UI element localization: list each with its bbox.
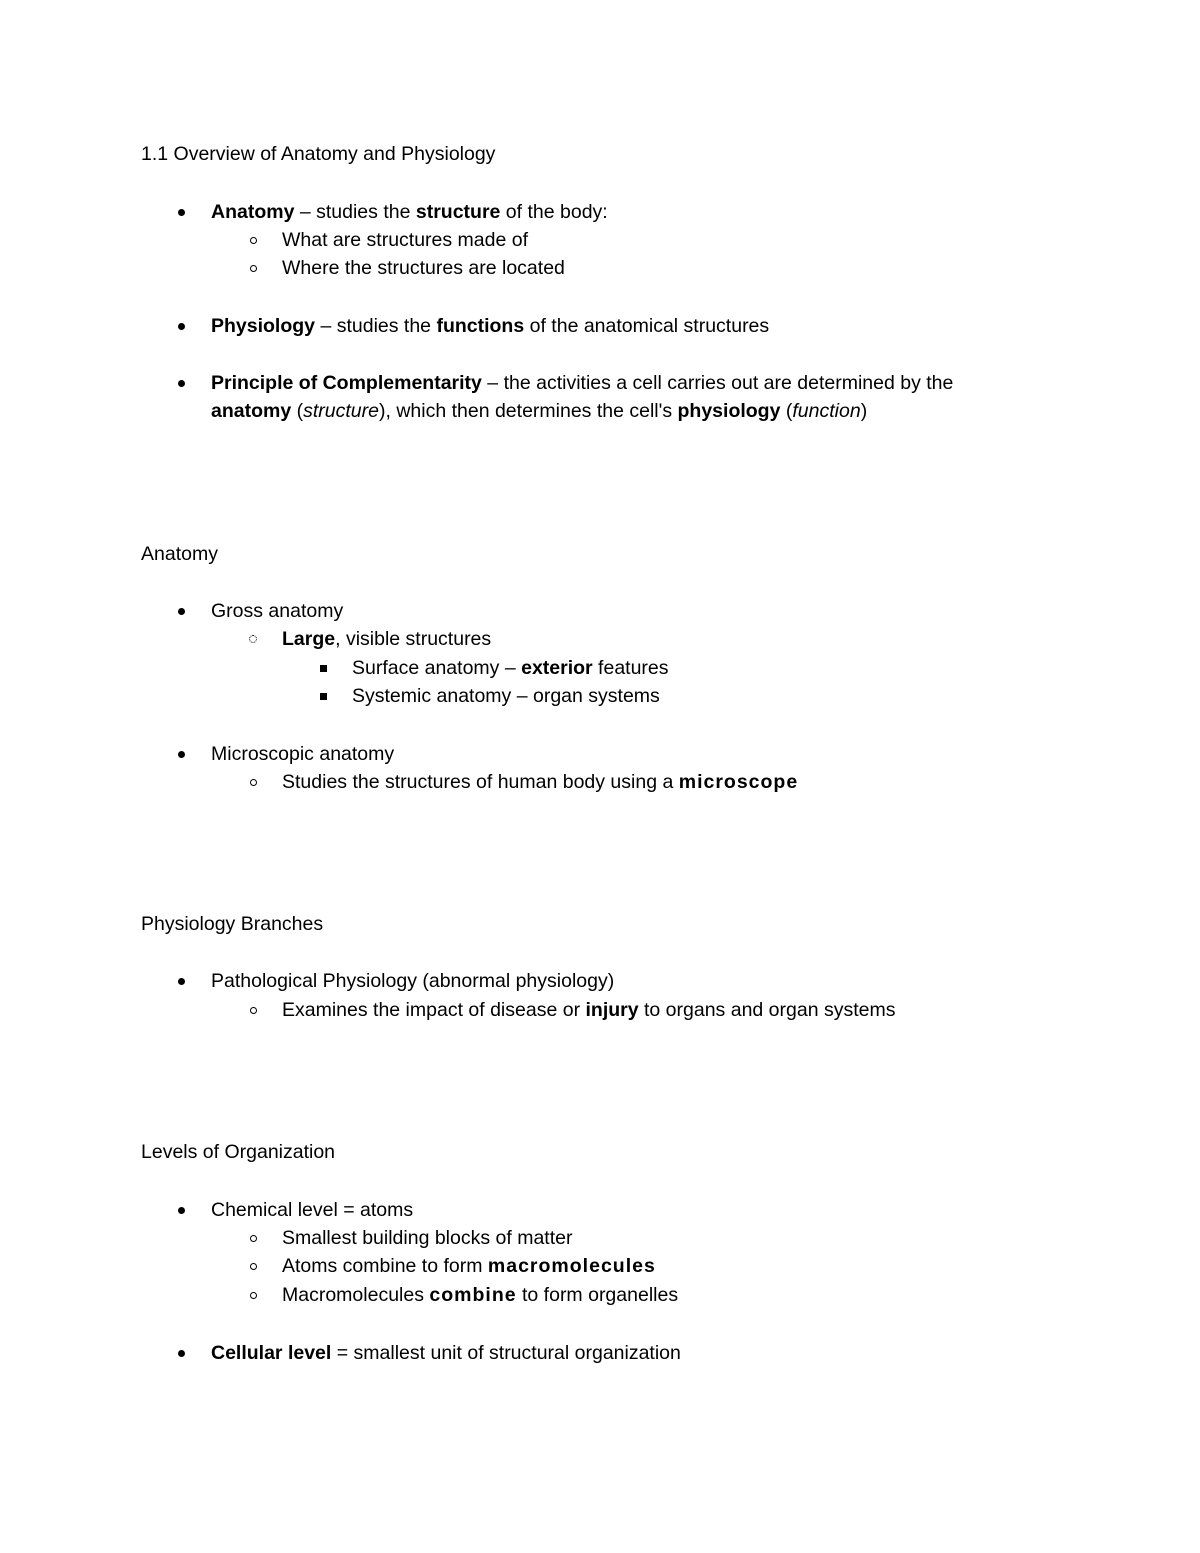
bullet-dot-icon: [178, 312, 185, 340]
list-item: Smallest building blocks of matter: [282, 1227, 573, 1249]
bullet-dot-icon: [178, 198, 185, 226]
section-heading-overview: 1.1 Overview of Anatomy and Physiology: [141, 143, 496, 165]
list-item: Examines the impact of disease or injury to organs and organ systems: [282, 999, 896, 1021]
bullet-dot-icon: [178, 740, 185, 768]
list-item: Studies the structures of human body using a microscope: [282, 771, 799, 793]
section-heading-levels: Levels of Organization: [141, 1141, 336, 1163]
physiology-definition: Physiology – studies the functions of the anatomical structures: [211, 315, 770, 337]
list-item: Microscopic anatomy: [211, 743, 395, 765]
list-item: Surface anatomy – exterior features: [352, 657, 669, 679]
list-item: What are structures made of: [282, 229, 529, 251]
section-heading-anatomy: Anatomy: [141, 543, 218, 565]
bullet-dot-icon: [178, 1339, 185, 1367]
bullet-square-icon: [320, 654, 327, 682]
list-item: Atoms combine to form macromolecules: [282, 1255, 656, 1277]
bullet-dot-icon: [178, 967, 185, 995]
bullet-circle-icon: [250, 1224, 257, 1252]
bullet-circle-icon: [249, 625, 257, 653]
list-item: Large, visible structures: [282, 628, 492, 650]
principle-definition-line1: Principle of Complementarity – the activities a cell carries out are determined by the: [211, 372, 954, 394]
bullet-dot-icon: [178, 597, 185, 625]
principle-definition-line2: anatomy (structure), which then determines the cell's physiology (function): [211, 400, 868, 422]
anatomy-definition: Anatomy – studies the structure of the body:: [211, 201, 608, 223]
list-item: Systemic anatomy – organ systems: [352, 685, 660, 707]
list-item: Gross anatomy: [211, 600, 344, 622]
bullet-circle-icon: [250, 768, 257, 796]
list-item: Macromolecules combine to form organelles: [282, 1284, 679, 1306]
bullet-circle-icon: [250, 996, 257, 1024]
bullet-square-icon: [320, 682, 327, 710]
list-item: Where the structures are located: [282, 257, 565, 279]
bullet-dot-icon: [178, 1196, 185, 1224]
section-heading-physiology-branches: Physiology Branches: [141, 913, 324, 935]
bullet-circle-icon: [250, 1281, 257, 1309]
bullet-dot-icon: [178, 369, 185, 397]
bullet-circle-icon: [250, 254, 257, 282]
bullet-circle-icon: [250, 1252, 257, 1280]
list-item: Chemical level = atoms: [211, 1199, 414, 1221]
list-item: Pathological Physiology (abnormal physiology): [211, 970, 615, 992]
list-item: Cellular level = smallest unit of structural organization: [211, 1342, 681, 1364]
bullet-circle-icon: [250, 226, 257, 254]
